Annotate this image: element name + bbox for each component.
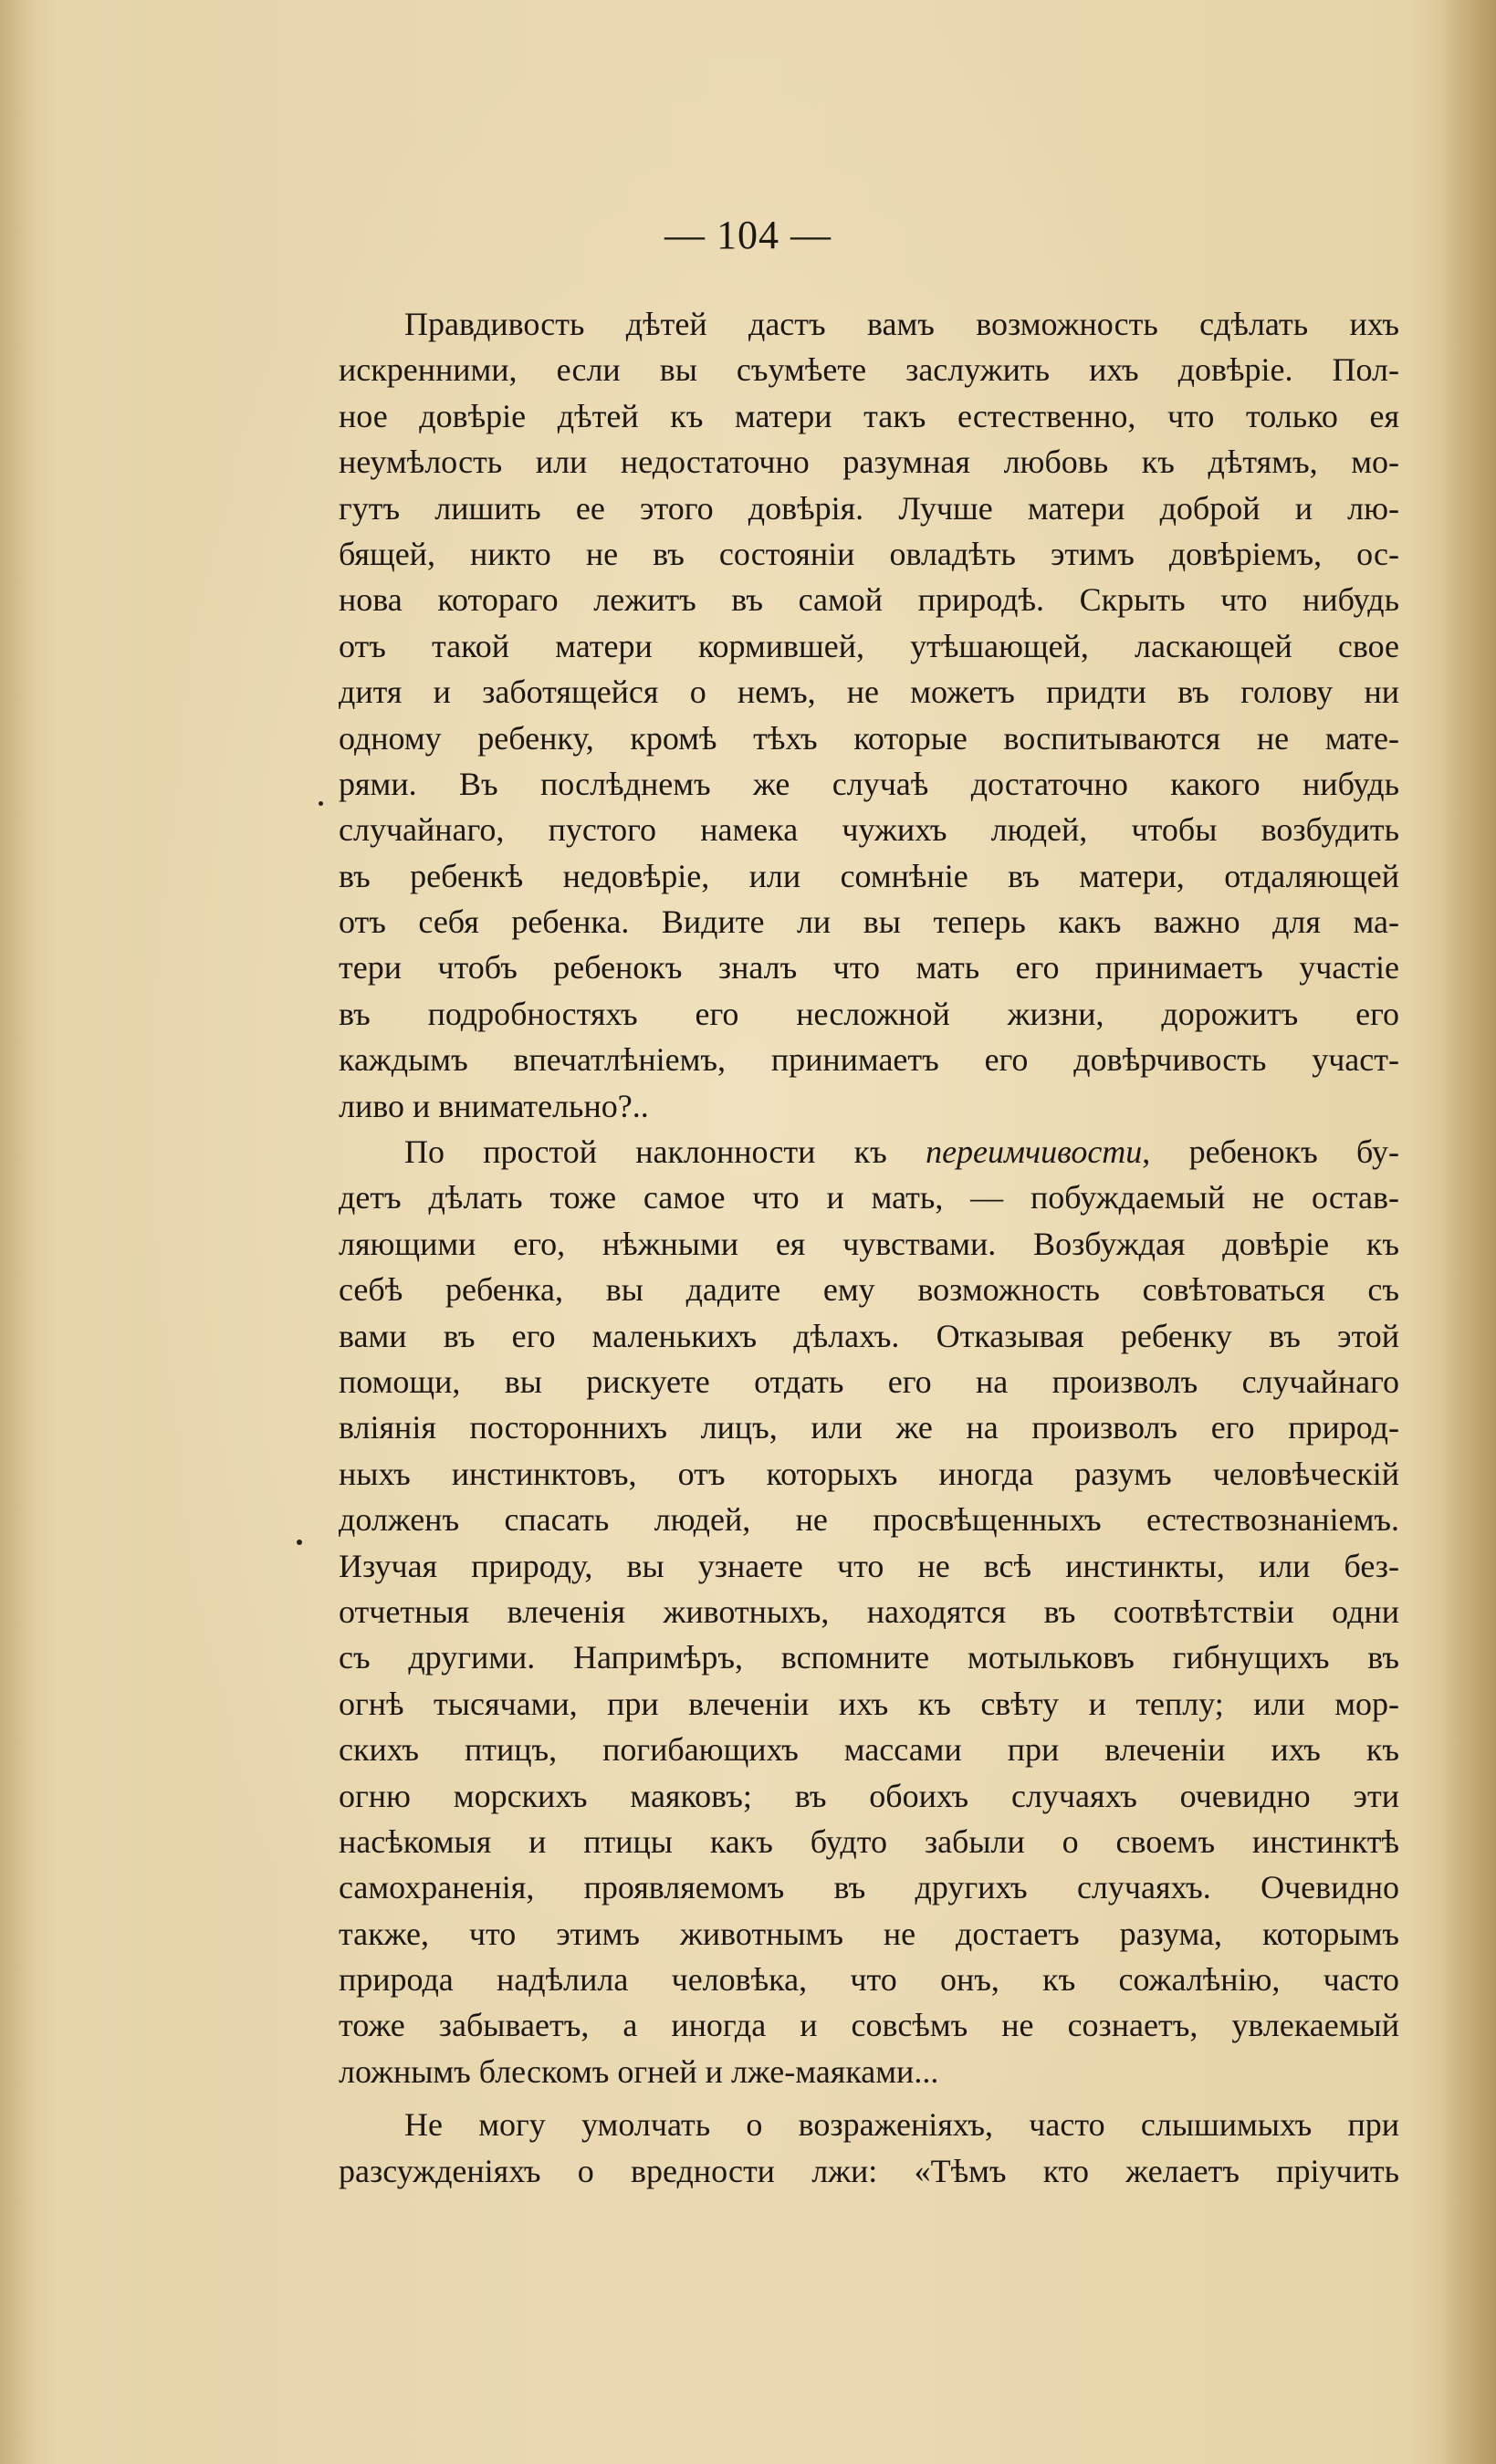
text-line: Не могу умолчать о возраженіяхъ, часто слышимыхъ при (404, 2106, 1399, 2144)
text-line (339, 1129, 1399, 1175)
page-left-shadow (0, 0, 37, 2464)
text-segment: По простой наклонности къ (404, 1133, 926, 1171)
text-line: Правдивость дѣтей дастъ вамъ возможность сдѣлать ихъ (404, 306, 1399, 342)
text-line: каждымъ впечатлѣніемъ, принимаетъ его довѣрчивость участ- (339, 1041, 1399, 1079)
paragraph-spacing (339, 2094, 1399, 2102)
text-line: отъ себя ребенка. Видите ли вы теперь какъ важно для ма- (339, 903, 1399, 941)
body-text (339, 301, 1399, 2194)
text-line: огнѣ тысячами, при влеченіи ихъ къ свѣту и теплу; или мор- (339, 1685, 1399, 1722)
paragraph-3 (339, 2102, 1399, 2194)
text-line: скихъ птицъ, погибающихъ массами при влеченіи ихъ къ (339, 1731, 1399, 1769)
text-line: въ ребенкѣ недовѣріе, или сомнѣніе въ матери, отдаляющей (339, 857, 1399, 894)
page-number: — 104 — (664, 213, 832, 257)
text-line: неумѣлость или недостаточно разумная любовь къ дѣтямъ, мо- (339, 444, 1399, 481)
text-line: ложнымъ блескомъ огней и лже-маяками... (339, 2052, 939, 2090)
text-line: насѣкомыя и птицы какъ будто забыли о своемъ инстинктѣ (339, 1822, 1399, 1860)
text-line: тери чтобъ ребенокъ зналъ что мать его принимаетъ участіе (339, 949, 1399, 987)
text-line: съ другими. Напримѣръ, вспомните мотыльковъ гибнущихъ въ (339, 1639, 1399, 1676)
text-line: детъ дѣлать тоже самое что и мать, — побуждаемый не остав- (339, 1179, 1399, 1216)
text-line: бящей, никто не въ состояніи овладѣть этимъ довѣріемъ, ос- (339, 535, 1399, 572)
text-line: самохраненія, проявляемомъ въ другихъ случаяхъ. Очевидно (339, 1869, 1399, 1906)
text-line: рями. Въ послѣднемъ же случаѣ достаточно какого нибудь (339, 765, 1399, 802)
text-line: искренними, если вы съумѣете заслужить ихъ довѣріе. Пол- (339, 351, 1399, 389)
text-line: отчетныя влеченія животныхъ, находятся въ соотвѣтствіи одни (339, 1592, 1399, 1630)
text-line: помощи, вы рискуете отдать его на произволъ случайнаго (339, 1363, 1399, 1400)
text-line: вліянія постороннихъ лицъ, или же на произволъ его природ- (339, 1409, 1399, 1446)
ink-speck (297, 1540, 302, 1545)
text-line: долженъ спасать людей, не просвѣщенныхъ естествознаніемъ. (339, 1501, 1399, 1539)
text-line: также, что этимъ животнымъ не достаетъ разума, которымъ (339, 1915, 1399, 1952)
text-line: разсужденіяхъ о вредности лжи: «Тѣмъ кто желаетъ пріучить (339, 2152, 1399, 2189)
paragraph-1 (339, 301, 1399, 1129)
text-line: въ подробностяхъ его несложной жизни, дорожитъ его (339, 995, 1399, 1032)
text-line: ливо и внимательно?.. (339, 1087, 649, 1124)
text-line: нова котораго лежитъ въ самой природѣ. Скрыть что нибудь (339, 581, 1399, 619)
text-line: ное довѣріе дѣтей къ матери такъ естественно, что только ея (339, 397, 1399, 434)
italic-word: переимчивости (926, 1133, 1143, 1171)
text-line: себѣ ребенка, вы дадите ему возможность совѣтоваться съ (339, 1271, 1399, 1309)
text-line: случайнаго, пустого намека чужихъ людей, чтобы возбудить (339, 811, 1399, 849)
text-line: ныхъ инстинктовъ, отъ которыхъ иногда разумъ человѣческій (339, 1455, 1399, 1492)
text-line: отъ такой матери кормившей, утѣшающей, ласкающей свое (339, 627, 1399, 664)
text-line: вами въ его маленькихъ дѣлахъ. Отказывая ребенку въ этой (339, 1317, 1399, 1354)
text-line: дитя и заботящейся о немъ, не можетъ придти въ голову ни (339, 673, 1399, 711)
text-line: огню морскихъ маяковъ; въ обоихъ случаяхъ очевидно эти (339, 1777, 1399, 1814)
text-line: ляющими его, нѣжными ея чувствами. Возбуждая довѣріе къ (339, 1225, 1399, 1262)
text-line: одному ребенку, кромѣ тѣхъ которые воспитываются не мате- (339, 719, 1399, 757)
text-segment: , ребенокъ бу- (1142, 1133, 1399, 1171)
page-right-shadow (1441, 0, 1496, 2464)
text-line: природа надѣлила человѣка, что онъ, къ сожалѣнію, часто (339, 1961, 1399, 1999)
paragraph-2 (339, 1129, 1399, 2094)
text-line: гутъ лишить ее этого довѣрія. Лучше матери доброй и лю- (339, 489, 1399, 527)
ink-speck (319, 801, 323, 806)
text-line: тоже забываетъ, а иногда и совсѣмъ не сознаетъ, увлекаемый (339, 2007, 1399, 2044)
text-line: Изучая природу, вы узнаете что не всѣ инстинкты, или без- (339, 1547, 1399, 1584)
